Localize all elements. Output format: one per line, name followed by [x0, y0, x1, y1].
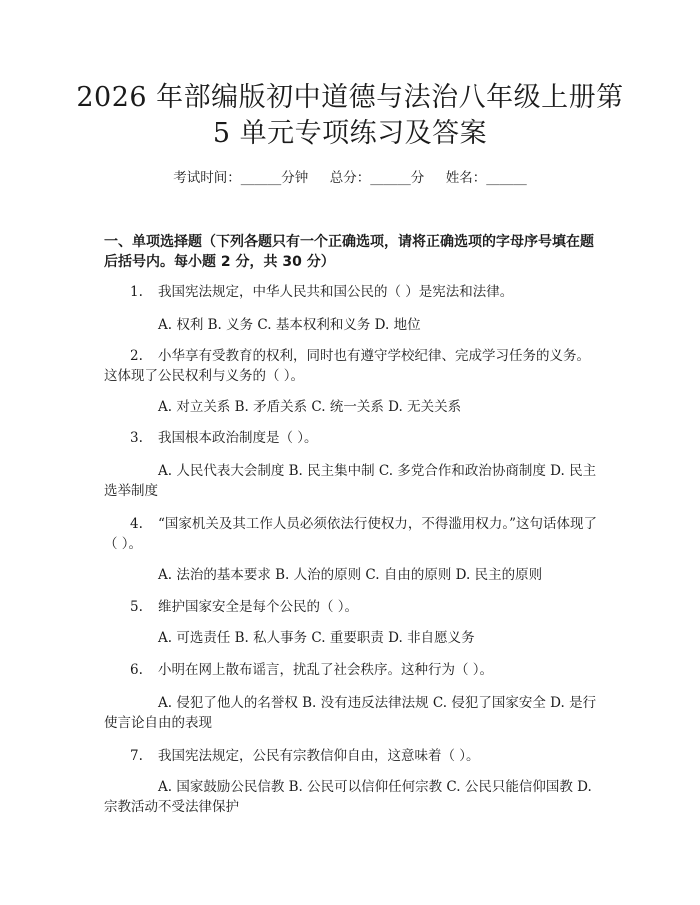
exam-info-line: 考试时间：______分钟 总分：______分 姓名：______ [173, 170, 527, 186]
document-title [0, 80, 700, 152]
question-number: 2. [130, 348, 143, 364]
options-text: A. 对立关系 B. 矛盾关系 C. 统一关系 D. 无关关系 [158, 399, 462, 415]
question-7 [104, 746, 600, 766]
question-4-options [104, 565, 600, 585]
question-7-options [104, 777, 600, 817]
question-text: 维护国家安全是每个公民的（ ）。 [158, 599, 359, 615]
question-1 [104, 282, 600, 302]
options-text: A. 侵犯了他人的名誉权 B. 没有违反法律法规 C. 侵犯了国家安全 D. 是行使言论自由的表现 [104, 695, 597, 731]
question-5-options [104, 628, 600, 648]
question-text: 小明在网上散布谣言，扰乱了社会秩序。这种行为（ ）。 [158, 662, 494, 678]
question-number: 7. [130, 748, 143, 764]
question-1-options [104, 315, 600, 335]
question-6-options [104, 693, 600, 733]
options-text: A. 法治的基本要求 B. 人治的原则 C. 自由的原则 D. 民主的原则 [158, 567, 543, 583]
question-2 [104, 346, 600, 386]
question-4 [104, 514, 600, 554]
question-number: 5. [130, 599, 143, 615]
question-number: 4. [130, 516, 143, 532]
title-line-1: 2026 年部编版初中道德与法治八年级上册第 [76, 82, 624, 113]
options-text: A. 国家鼓励公民信教 B. 公民可以信仰任何宗教 C. 公民只能信仰国教 D. 宗教活动不受法律保护 [104, 779, 592, 815]
question-2-options [104, 397, 600, 417]
question-text: “国家机关及其工作人员必须依法行使权力，不得滥用权力。”这句话体现了（ ）。 [104, 516, 598, 552]
question-3 [104, 428, 600, 448]
question-3-options [104, 461, 600, 501]
question-text: 小华享有受教育的权利，同时也有遵守学校纪律、完成学习任务的义务。这体现了公民权利与义务的（ ）。 [104, 348, 590, 384]
question-number: 1. [130, 284, 143, 300]
question-text: 我国根本政治制度是（ ）。 [158, 430, 318, 446]
options-text: A. 权利 B. 义务 C. 基本权利和义务 D. 地位 [158, 317, 421, 333]
question-5 [104, 597, 600, 617]
question-text: 我国宪法规定，公民有宗教信仰自由，这意味着（ ）。 [158, 748, 480, 764]
question-number: 3. [130, 430, 143, 446]
options-text: A. 人民代表大会制度 B. 民主集中制 C. 多党合作和政治协商制度 D. 民主选举制度 [104, 463, 597, 499]
title-line-2: 5 单元专项练习及答案 [212, 118, 488, 149]
section-heading: 一、单项选择题（下列各题只有一个正确选项，请将正确选项的字母序号填在题后括号内。每小题 2 分，共 30 分） [104, 234, 594, 270]
options-text: A. 可选责任 B. 私人事务 C. 重要职责 D. 非自愿义务 [158, 630, 475, 646]
question-text: 我国宪法规定，中华人民共和国公民的（ ）是宪法和法律。 [158, 284, 514, 300]
question-6 [104, 660, 600, 680]
question-number: 6. [130, 662, 143, 678]
